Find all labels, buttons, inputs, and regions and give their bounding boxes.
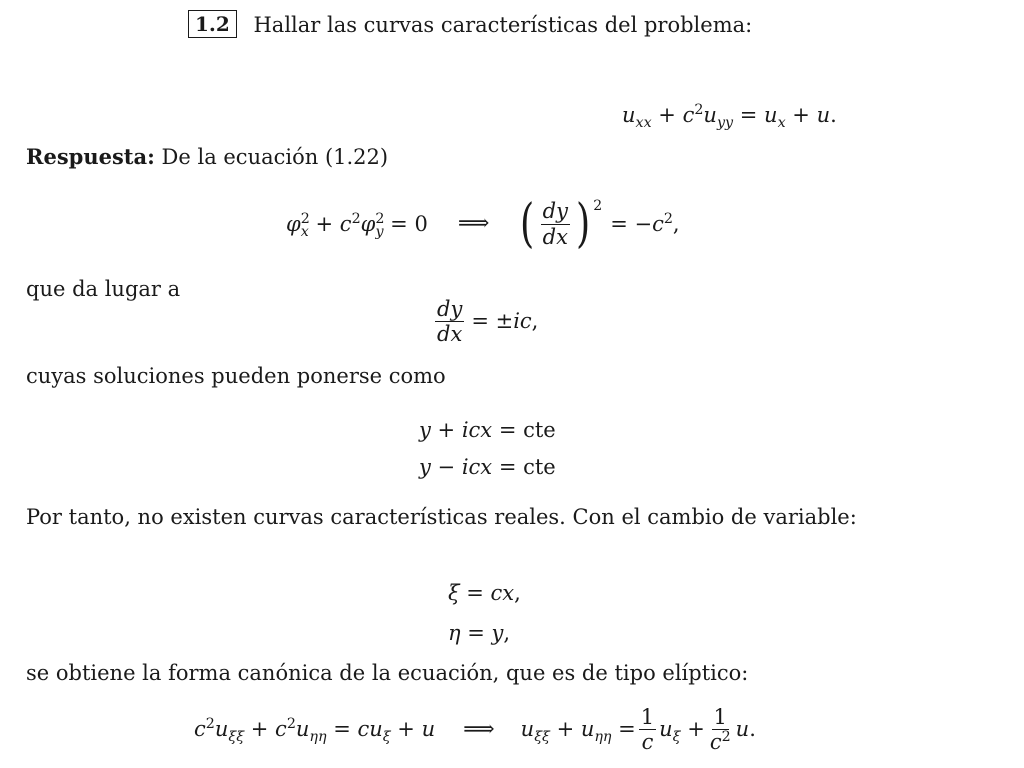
implies-arrow: ⟹ xyxy=(457,211,488,236)
canonical-equation: $c^2u_{\xi\xi} + c^2u_{\eta\eta} = cu_\xi + u$ ⟹ $u_{\xi\xi} + u_{\eta\eta}$ = $\frac{1}{c}$ $u_\xi$ + $\frac{1}{c^2}$ u. xyxy=(194,705,756,755)
text-portanto: Por tanto, no existen curvas características reales. Con el cambio de variable: xyxy=(26,505,857,529)
xi-definition: ξ = cx, xyxy=(448,581,521,605)
text-soluciones: cuyas soluciones pueden ponerse como xyxy=(26,364,446,388)
cte-1: cte xyxy=(523,418,556,442)
text-lugar: que da lugar a xyxy=(26,277,181,301)
eta-definition: η = y, xyxy=(448,621,511,645)
text-canonica: se obtiene la forma canónica de la ecuación, que es de tipo elíptico: xyxy=(26,661,749,685)
problem-statement: Hallar las curvas características del problema: xyxy=(253,13,753,37)
solution-2: y − icx = cte xyxy=(419,455,556,479)
problem-header xyxy=(188,10,752,38)
problem-number: 1.2 xyxy=(188,10,237,38)
dydx-equation: $\frac{dy}{dx}$ = ±ic, xyxy=(437,297,539,347)
answer-text: De la ecuación (1.22) xyxy=(161,145,389,169)
characteristic-equation: $\varphi^2_x + c^2\varphi^2_y = 0$ ⟹ ( $\frac{dy}{dx}$ ) $^2$ = $-c^2$, xyxy=(286,194,680,254)
answer-label: Respuesta: xyxy=(26,144,155,169)
cte-2: cte xyxy=(523,455,556,479)
problem-equation: $u_{xx} + c^2u_{yy} = u_x + u$. xyxy=(622,102,837,132)
implies-arrow-2: ⟹ xyxy=(463,716,493,742)
answer-line xyxy=(26,146,388,168)
solution-1: y + icx = cte xyxy=(419,418,556,442)
